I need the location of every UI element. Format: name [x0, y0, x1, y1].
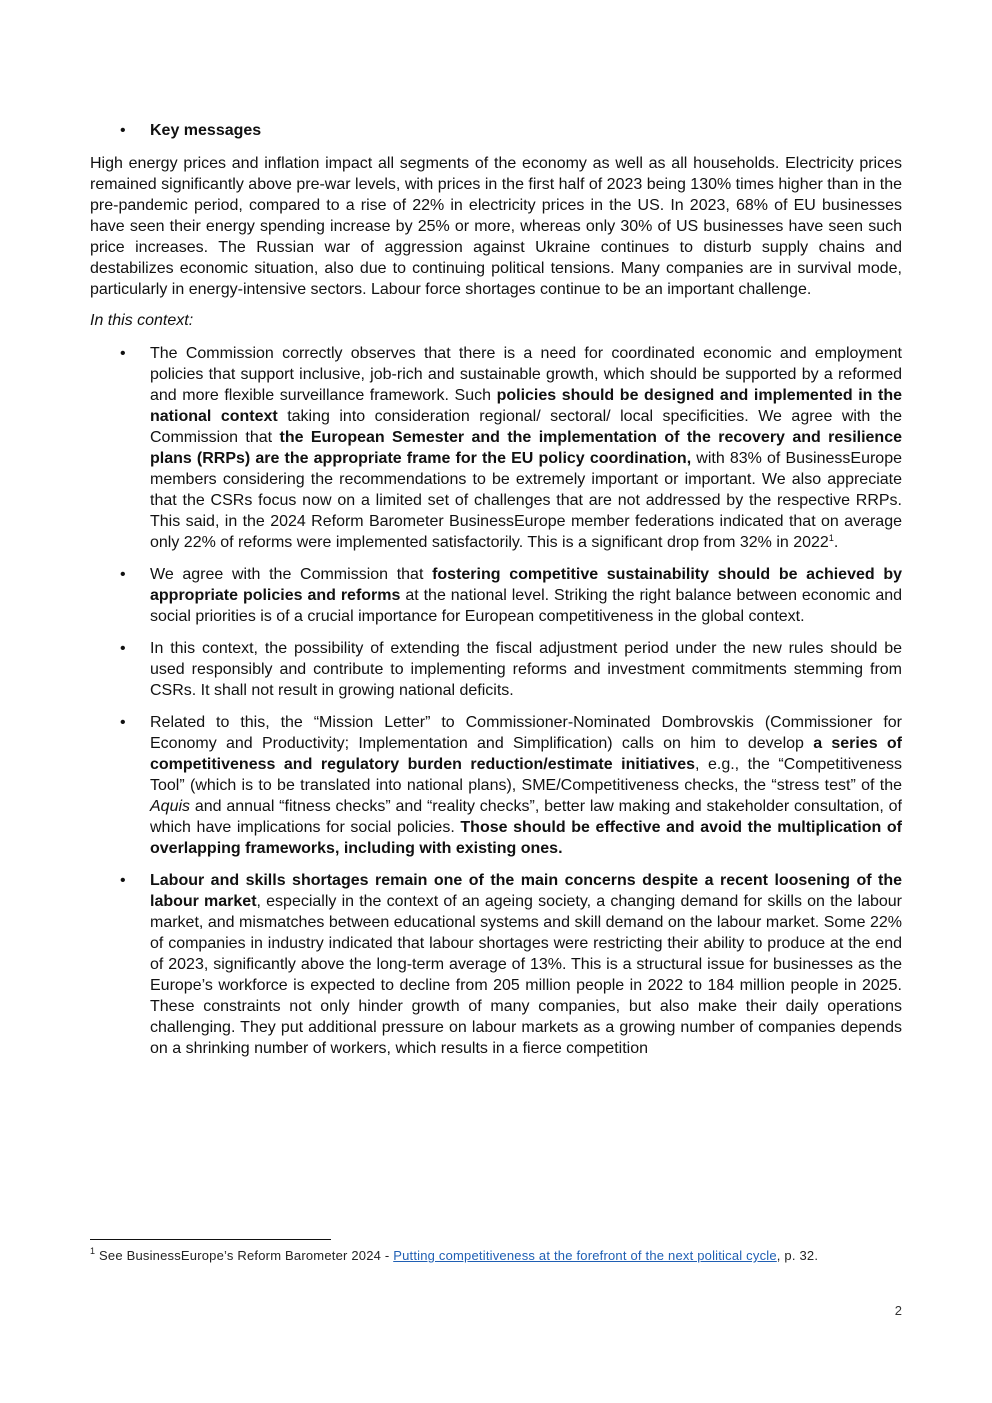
bullet-icon: •: [120, 714, 126, 731]
bullet-text: The Commission correctly observes that there is a need for coordinated economic and employment policies that support inclusive, job-rich and sustainable growth, which should be supported by a reformed and more flexible surveillance framework. Such policies should be designed and implemented in the national context taking into consideration regional/ sectoral/ local specificities. We agree with the Commission that the European Semester and the implementation of the recovery and resilience plans (RRPs) are the appropriate frame for the EU policy coordination, with 83% of BusinessEurope members considering the recommendations to be extremely important or important. We also appreciate that the CSRs focus now on a limited set of challenges that are not addressed by the respective RRPs. This said, in the 2024 Reform Barometer BusinessEurope member federations indicated that on average only 22% of reforms were implemented satisfactorily. This is a significant drop from 32% in 2022$^1$.: [150, 345, 903, 551]
bullet-icon: •: [120, 566, 126, 583]
footnote: $^1$ See BusinessEurope’s Reform Barometer 2024 - Putting competitiveness at the forefront of the next political cycle, p. 32.: [90, 1246, 819, 1263]
bullet-text: Related to this, the “Mission Letter” to Commissioner-Nominated Dombrovskis (Commissioner for Economy and Productivity; Implementation and Simplification) calls on him to develop a series of competitiveness and regulatory burden reduction/estimate initiatives, e.g., the “Competitiveness Tool” (which is to be translated into national plans), SME/Competitiveness checks, the “stress test” of the Aquis and annual “fitness checks” and “reality checks”, better law making and stakeholder consultation, of which have implications for social policies. Those should be effective and avoid the multiplication of overlapping frameworks, including with existing ones.: [150, 714, 903, 857]
bullet-text: Labour and skills shortages remain one of the main concerns despite a recent loosening of the labour market, especially in the context of an ageing society, a changing demand for skills on the labour market, and mismatches between educational systems and skill demand on the labour market. Some 22% of companies in industry indicated that labour shortages were restricting their ability to produce at the end of 2023, significantly above the long-term average of 13%. This is a structural issue for businesses as the Europe’s workforce is expected to decline from 205 million people in 2022 to 184 million people in 2025. These constraints not only hinder growth of many companies, but also make their daily operations challenging. They put additional pressure on labour markets as a growing number of companies depends on a shrinking number of workers, which results in a fierce competition: [150, 872, 903, 1057]
bullet-list: [90, 343, 902, 1059]
list-item: [120, 638, 902, 701]
bullet-icon: •: [120, 640, 126, 657]
page-number: 2: [894, 1303, 902, 1318]
list-item: [120, 564, 902, 627]
context-label: In this context:: [90, 312, 194, 329]
bullet-text: In this context, the possibility of extending the fiscal adjustment period under the new rules should be used responsibly and contribute to implementing reforms and investment commitments stemming from CSRs. It shall not result in growing national deficits.: [150, 640, 902, 699]
bullet-text: We agree with the Commission that fostering competitive sustainability should be achieved by appropriate policies and reforms at the national level. Striking the right balance between economic and social priorities is of a crucial importance for European competitiveness in the global context.: [150, 566, 903, 625]
footnote-number: 1: [90, 1246, 96, 1256]
list-item: [120, 343, 902, 553]
list-item: [120, 870, 902, 1059]
bullet-icon: •: [120, 345, 126, 362]
footnote-divider: [90, 1239, 331, 1240]
bullet-icon: •: [120, 122, 126, 139]
document-body: [90, 120, 902, 1070]
bullet-icon: •: [120, 872, 126, 889]
section-heading: Key messages: [150, 122, 262, 139]
list-item: [120, 712, 902, 859]
footnote-link[interactable]: Putting competitiveness at the forefront of the next political cycle: [393, 1248, 777, 1263]
key-messages-heading: [120, 120, 902, 141]
footnote-reference[interactable]: 1: [828, 533, 834, 543]
intro-paragraph: High energy prices and inflation impact all segments of the economy as well as all households. Electricity prices remained significantly above pre-war levels, with prices in the first half of 2023 being 130% times higher than in the pre-pandemic period, compared to a rise of 22% in electricity prices in the US. In 2023, 68% of EU businesses have seen their energy spending increase by 25% or more, whereas only 30% of US businesses have seen such price increases. The Russian war of aggression against Ukraine continues to disturb supply chains and destabilizes economic situation, also due to continuing political tensions. Many companies are in survival mode, particularly in energy-intensive sectors. Labour force shortages continue to be an important challenge.: [90, 155, 902, 298]
